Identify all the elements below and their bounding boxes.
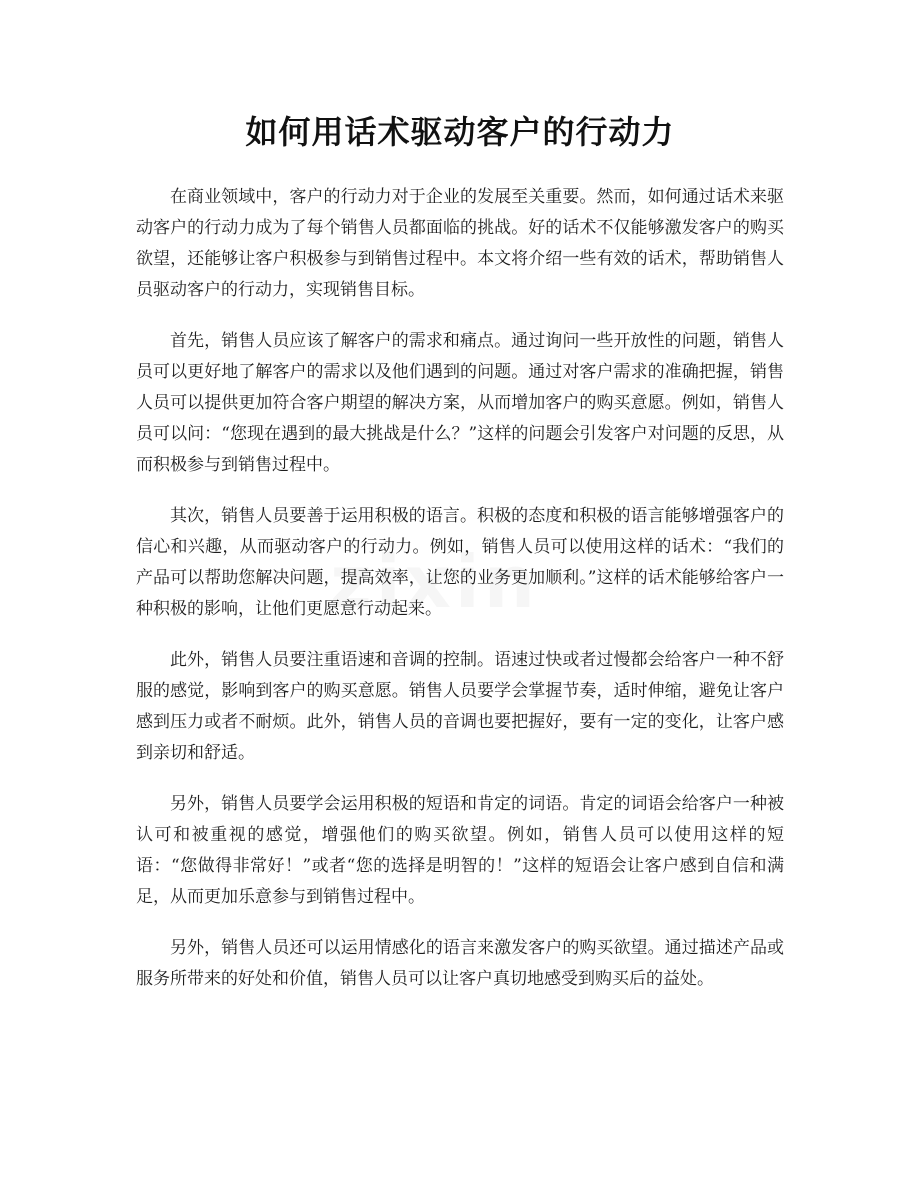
paragraph-3: 其次，销售人员要善于运用积极的语言。积极的态度和积极的语言能够增强客户的信心和兴趣，从而驱动客户的行动力。例如，销售人员可以使用这样的话术：“我们的产品可以帮助您解决问题，提高效率，让您的业务更加顺利。”这样的话术能够给客户一种积极的影响，让他们更愿意行动起来。	[136, 506, 784, 619]
paragraph-4: 此外，销售人员要注重语速和音调的控制。语速过快或者过慢都会给客户一种不舒服的感觉，影响到客户的购买意愿。销售人员要学会掌握节奏，适时伸缩，避免让客户感到压力或者不耐烦。此外，销售人员的音调也要把握好，要有一定的变化，让客户感到亲切和舒适。	[136, 650, 784, 763]
paragraph-1: 在商业领域中，客户的行动力对于企业的发展至关重要。然而，如何通过话术来驱动客户的行动力成为了每个销售人员都面临的挑战。好的话术不仅能够激发客户的购买欲望，还能够让客户积极参与到销售过程中。本文将介绍一些有效的话术，帮助销售人员驱动客户的行动力，实现销售目标。	[136, 187, 784, 300]
document-title: 如何用话术驱动客户的行动力	[245, 113, 675, 151]
document-body	[136, 182, 784, 1015]
paragraph-6: 另外，销售人员还可以运用情感化的语言来激发客户的购买欲望。通过描述产品或服务所带来的好处和价值，销售人员可以让客户真切地感受到购买后的益处。	[136, 938, 784, 989]
paragraph-5: 另外，销售人员要学会运用积极的短语和肯定的词语。肯定的词语会给客户一种被认可和被重视的感觉，增强他们的购买欲望。例如，销售人员可以使用这样的短语：“您做得非常好！”或者“您的选择是明智的！”这样的短语会让客户感到自信和满足，从而更加乐意参与到销售过程中。	[136, 794, 784, 907]
paragraph-2: 首先，销售人员应该了解客户的需求和痛点。通过询问一些开放性的问题，销售人员可以更好地了解客户的需求以及他们遇到的问题。通过对客户需求的准确把握，销售人员可以提供更加符合客户期望的解决方案，从而增加客户的购买意愿。例如，销售人员可以问：“您现在遇到的最大挑战是什么？”这样的问题会引发客户对问题的反思，从而积极参与到销售过程中。	[136, 331, 784, 475]
